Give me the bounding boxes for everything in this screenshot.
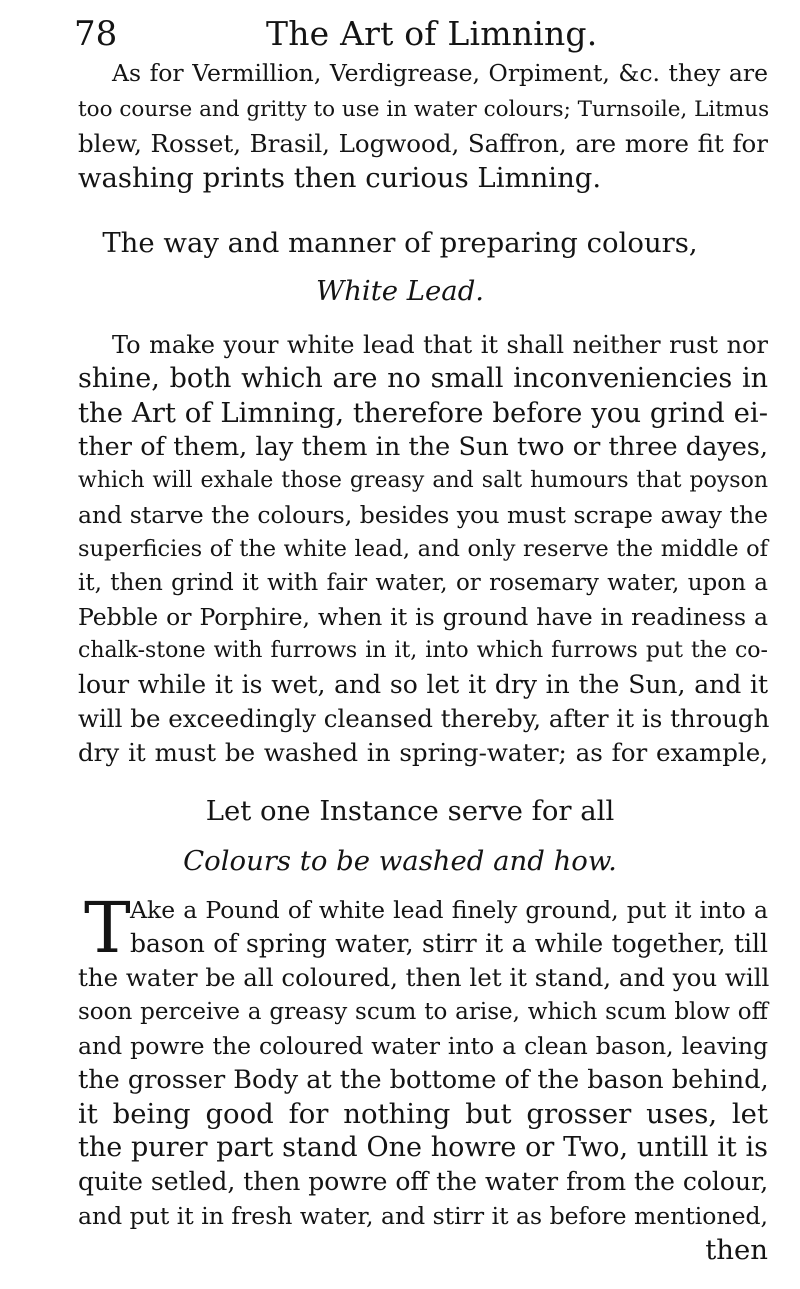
paragraph-line: the water be all coloured, then let it stand, and you will <box>78 963 770 992</box>
paragraph-line: lour while it is wet, and so let it dry in the Sun, and it <box>78 670 768 699</box>
paragraph-line: the purer part stand One howre or Two, untill it is <box>78 1132 768 1163</box>
section-heading: The way and manner of preparing colours, <box>102 227 698 259</box>
paragraph-line: To make your white lead that it shall neither rust nor <box>112 331 768 359</box>
paragraph-line: chalk-stone with furrows in it, into which furrows put the co- <box>78 638 768 663</box>
running-head: The Art of Limning. <box>266 14 598 53</box>
paragraph-line: Ake a Pound of white lead finely ground, put it into a <box>130 896 768 924</box>
intro-line: too course and gritty to use in water colours; Turnsoile, Litmus <box>78 97 770 122</box>
paragraph-line: soon perceive a greasy scum to arise, which scum blow off <box>78 999 768 1025</box>
paragraph-line: and put it in fresh water, and stirr it as before mentioned, <box>78 1202 768 1230</box>
paragraph-line: Pebble or Porphire, when it is ground have in readiness a <box>78 603 768 631</box>
intro-line: As for Vermillion, Verdigrease, Orpiment, &c. they are <box>112 59 768 87</box>
paragraph-line: dry it must be washed in spring-water; as for example, <box>78 738 768 767</box>
intro-line: washing prints then curious Limning. <box>78 162 602 194</box>
paragraph-line: superficies of the white lead, and only reserve the middle of <box>78 536 768 562</box>
paragraph-line: the Art of Limning, therefore before you grind ei- <box>78 397 768 429</box>
intro-line: blew, Rosset, Brasil, Logwood, Saffron, are more fit for <box>78 129 768 158</box>
section-heading: Let one Instance serve for all <box>205 795 615 827</box>
paragraph-line: it, then grind it with fair water, or rosemary water, upon a <box>78 570 768 596</box>
section-subheading: White Lead. <box>315 275 485 307</box>
paragraph-line: quite setled, then powre off the water from the colour, <box>78 1167 769 1196</box>
drop-cap: T <box>84 887 131 969</box>
paragraph-line: ther of them, lay them in the Sun two or three dayes, <box>78 432 768 462</box>
paragraph-line: will be exceedingly cleansed thereby, after it is through <box>78 704 770 733</box>
paragraph-line: it being good for nothing but grosser uses, let <box>78 1098 768 1130</box>
section-subheading: Colours to be washed and how. <box>183 845 617 877</box>
paragraph-line: and starve the colours, besides you must scrape away the <box>78 501 768 529</box>
catchword: then <box>705 1234 768 1266</box>
paragraph-line: which will exhale those greasy and salt humours that poyson <box>78 468 768 493</box>
paragraph-line: the grosser Body at the bottome of the bason behind, <box>78 1065 769 1095</box>
paragraph-line: bason of spring water, stirr it a while together, till <box>130 929 768 958</box>
page-number: 78 <box>74 14 118 54</box>
paragraph-line: and powre the coloured water into a clean bason, leaving <box>78 1032 768 1060</box>
paragraph-line: shine, both which are no small inconveniencies in <box>78 363 768 394</box>
